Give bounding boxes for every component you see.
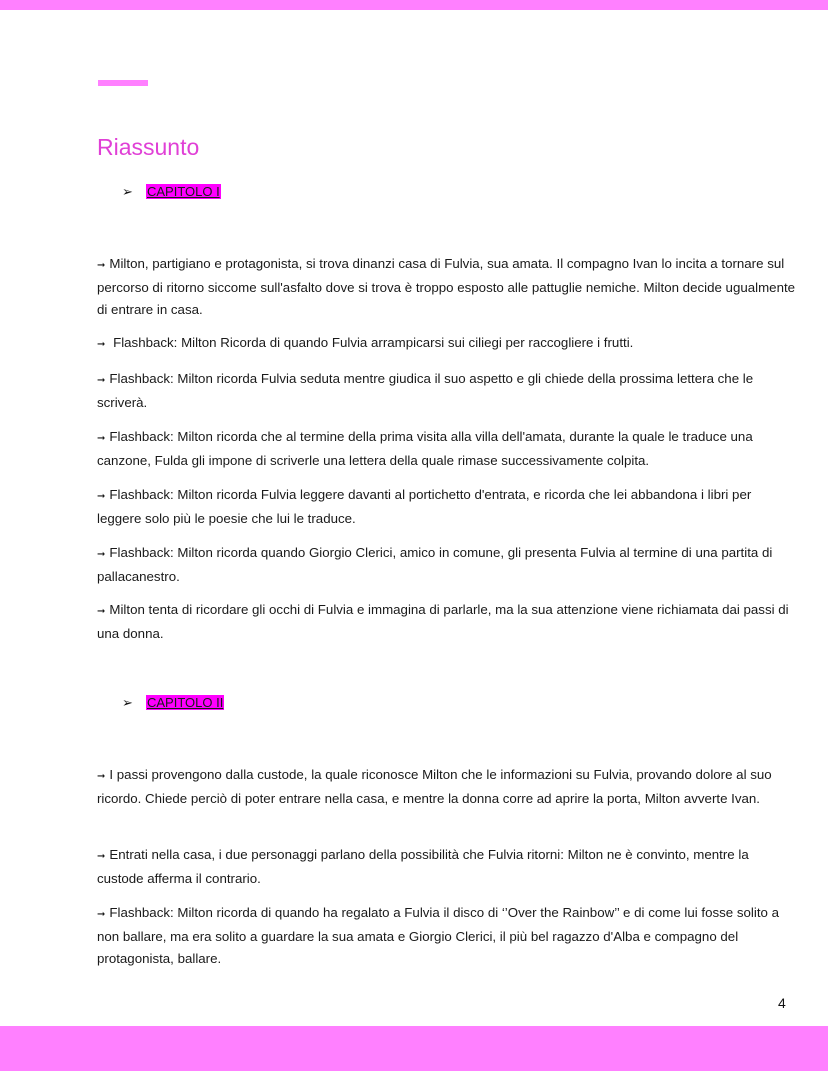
page-title: Riassunto — [97, 134, 200, 160]
summary-paragraph: ➞ Flashback: Milton Ricorda di quando Fulvia arrampicarsi sui ciliegi per raccogliere i frutti. — [97, 335, 634, 350]
summary-paragraph: ➞ Flashback: Milton ricorda Fulvia seduta mentre giudica il suo aspetto e gli chiede della prossima lettera che le scriverà. — [97, 371, 754, 410]
arrow-bullet-icon: ➞ — [97, 851, 106, 862]
top-color-band — [0, 0, 828, 10]
arrow-bullet-icon: ➞ — [97, 375, 106, 386]
arrow-bullet-icon: ➞ — [97, 433, 106, 444]
chevron-right-icon: ➢ — [122, 695, 133, 710]
arrow-bullet-icon: ➞ — [97, 339, 106, 350]
arrow-bullet-icon: ➞ — [97, 491, 106, 502]
accent-dash — [98, 80, 148, 86]
summary-paragraph: ➞ Flashback: Milton ricorda quando Giorgio Clerici, amico in comune, gli presenta Fulvia al termine di una partita di pallacanestro. — [97, 545, 773, 584]
chapter-heading-2 — [122, 693, 224, 713]
arrow-bullet-icon: ➞ — [97, 909, 106, 920]
summary-paragraph: ➞ Flashback: Milton ricorda di quando ha regalato a Fulvia il disco di ‘’Over the Rainbow’’ e di come lui fosse solito a non ballare, ma era solito a guardare la sua amata e Giorgio Clerici, il più bel ragazzo d'Alba e compagno del protagonista, ballare. — [97, 905, 780, 966]
summary-paragraph: ➞ Milton tenta di ricordare gli occhi di Fulvia e immagina di parlarle, ma la sua attenzione viene richiamata dai passi di una donna. — [97, 602, 789, 641]
chapter-1-link[interactable]: CAPITOLO I — [147, 184, 220, 199]
summary-paragraph: ➞ Milton, partigiano e protagonista, si trova dinanzi casa di Fulvia, sua amata. Il compagno Ivan lo incita a tornare sul percorso di ritorno siccome sull'asfalto dove si trova è troppo esposto alle pattuglie nemiche. Milton decide ugualmente di entrare in casa. — [97, 256, 796, 317]
arrow-bullet-icon: ➞ — [97, 260, 106, 271]
bottom-color-band — [0, 1026, 828, 1071]
page-number: 4 — [778, 995, 786, 1011]
arrow-bullet-icon: ➞ — [97, 606, 106, 617]
arrow-bullet-icon: ➞ — [97, 549, 106, 560]
chevron-right-icon: ➢ — [122, 184, 133, 199]
arrow-bullet-icon: ➞ — [97, 771, 106, 782]
chapter-2-link[interactable]: CAPITOLO II — [147, 695, 224, 710]
summary-paragraph: ➞ I passi provengono dalla custode, la quale riconosce Milton che le informazioni su Fulvia, provando dolore al suo ricordo. Chiede perciò di poter entrare nella casa, e mentre la donna corre ad aprire la porta, Milton avverte Ivan. — [97, 767, 772, 806]
chapter-heading-1 — [122, 182, 221, 202]
summary-paragraph: ➞ Flashback: Milton ricorda Fulvia leggere davanti al portichetto d'entrata, e ricorda che lei abbandona i libri per leggere solo più le poesie che lui le traduce. — [97, 487, 752, 526]
summary-paragraph: ➞ Entrati nella casa, i due personaggi parlano della possibilità che Fulvia ritorni: Milton ne è convinto, mentre la custode afferma il contrario. — [97, 847, 749, 886]
summary-paragraph: ➞ Flashback: Milton ricorda che al termine della prima visita alla villa dell'amata, durante la quale le traduce una canzone, Fulda gli impone di scriverle una lettera della quale rimase successivamente colpita. — [97, 429, 753, 468]
